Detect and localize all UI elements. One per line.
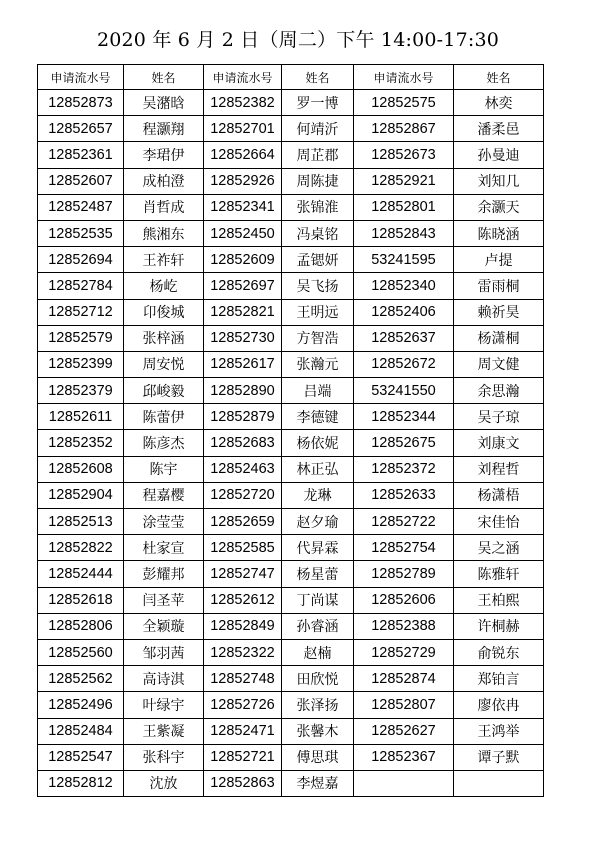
table-row: [38, 299, 544, 325]
table-row: [38, 116, 544, 142]
serial-number-cell: 12852487: [38, 194, 124, 220]
name-cell: 吴之涵: [454, 535, 544, 561]
table-row: [38, 378, 544, 404]
name-cell: 成柏澄: [124, 168, 204, 194]
serial-number-cell: 12852606: [354, 587, 454, 613]
serial-number-cell: 12852890: [204, 378, 282, 404]
name-cell: 陈彦杰: [124, 430, 204, 456]
header-serial-number: 申请流水号: [38, 65, 124, 90]
serial-number-cell: 12852340: [354, 273, 454, 299]
serial-number-cell: 12852382: [204, 90, 282, 116]
serial-number-cell: 12852388: [354, 613, 454, 639]
table-row: [38, 561, 544, 587]
header-serial-number: 申请流水号: [354, 65, 454, 90]
name-cell: 张科宇: [124, 744, 204, 770]
table-row: [38, 194, 544, 220]
serial-number-cell: 53241595: [354, 247, 454, 273]
serial-number-cell: 12852608: [38, 456, 124, 482]
name-cell: 冯桌铭: [282, 220, 354, 246]
name-cell: 杨星蕾: [282, 561, 354, 587]
serial-number-cell: 12852659: [204, 509, 282, 535]
table-row: [38, 535, 544, 561]
serial-number-cell: 12852612: [204, 587, 282, 613]
name-cell: 张馨木: [282, 718, 354, 744]
table-row: [38, 509, 544, 535]
serial-number-cell: 12852822: [38, 535, 124, 561]
name-cell: 叶绿宇: [124, 692, 204, 718]
serial-number-cell: 12852657: [38, 116, 124, 142]
name-cell: 余思瀚: [454, 378, 544, 404]
serial-number-cell: 12852801: [354, 194, 454, 220]
serial-number-cell: 12852812: [38, 770, 124, 796]
name-cell: 杨依妮: [282, 430, 354, 456]
table-row: [38, 247, 544, 273]
serial-number-cell: 12852562: [38, 666, 124, 692]
serial-number-cell: 53241550: [354, 378, 454, 404]
serial-number-cell: 12852747: [204, 561, 282, 587]
serial-number-cell: 12852547: [38, 744, 124, 770]
serial-number-cell: 12852627: [354, 718, 454, 744]
serial-number-cell: 12852879: [204, 404, 282, 430]
serial-number-cell: 12852344: [354, 404, 454, 430]
serial-number-cell: 12852496: [38, 692, 124, 718]
name-cell: 卬俊城: [124, 299, 204, 325]
serial-number-cell: 12852673: [354, 142, 454, 168]
serial-number-cell: 12852867: [354, 116, 454, 142]
name-cell: 张瀚元: [282, 351, 354, 377]
name-cell: 杨屹: [124, 273, 204, 299]
name-cell: 王鸿举: [454, 718, 544, 744]
name-cell: 潘柔邑: [454, 116, 544, 142]
table-body: [38, 90, 544, 797]
serial-number-cell: 12852726: [204, 692, 282, 718]
table-row: [38, 142, 544, 168]
header-name: 姓名: [454, 65, 544, 90]
table-header: [38, 65, 544, 90]
name-cell: 廖依冉: [454, 692, 544, 718]
name-cell: 陈晓涵: [454, 220, 544, 246]
serial-number-cell: 12852618: [38, 587, 124, 613]
serial-number-cell: 12852694: [38, 247, 124, 273]
serial-number-cell: 12852873: [38, 90, 124, 116]
name-cell: 孙曼迪: [454, 142, 544, 168]
serial-number-cell: 12852874: [354, 666, 454, 692]
name-cell: 闫圣苹: [124, 587, 204, 613]
name-cell: 李珺伊: [124, 142, 204, 168]
table-row: [38, 770, 544, 796]
name-cell: 王紫凝: [124, 718, 204, 744]
table-row: [38, 273, 544, 299]
name-cell: 刘康文: [454, 430, 544, 456]
serial-number-cell: 12852609: [204, 247, 282, 273]
name-cell: 赵楠: [282, 639, 354, 665]
serial-number-cell: 12852863: [204, 770, 282, 796]
serial-number-cell: 12852406: [354, 299, 454, 325]
serial-number-cell: [354, 770, 454, 796]
name-cell: 雷雨桐: [454, 273, 544, 299]
table-row: [38, 430, 544, 456]
serial-number-cell: 12852664: [204, 142, 282, 168]
serial-number-cell: 12852352: [38, 430, 124, 456]
name-cell: 陈宇: [124, 456, 204, 482]
table-row: [38, 744, 544, 770]
serial-number-cell: 12852513: [38, 509, 124, 535]
name-cell: 邱峻毅: [124, 378, 204, 404]
table-row: [38, 325, 544, 351]
name-cell: 赵夕瑜: [282, 509, 354, 535]
serial-number-cell: 12852683: [204, 430, 282, 456]
serial-number-cell: 12852560: [38, 639, 124, 665]
name-cell: 田欣悦: [282, 666, 354, 692]
name-cell: 程嘉樱: [124, 482, 204, 508]
name-cell: 周芷郡: [282, 142, 354, 168]
name-cell: 刘程哲: [454, 456, 544, 482]
serial-number-cell: 12852729: [354, 639, 454, 665]
name-cell: 陈蕾伊: [124, 404, 204, 430]
table-row: [38, 220, 544, 246]
serial-number-cell: 12852579: [38, 325, 124, 351]
page-title: 2020 年 6 月 2 日（周二）下午 14:00-17:30: [96, 29, 500, 51]
table-row: [38, 90, 544, 116]
serial-number-cell: 12852721: [204, 744, 282, 770]
serial-number-cell: 12852748: [204, 666, 282, 692]
table-row: [38, 351, 544, 377]
roster-table: [37, 64, 544, 797]
serial-number-cell: 12852361: [38, 142, 124, 168]
name-cell: 俞锐东: [454, 639, 544, 665]
name-cell: 肖哲成: [124, 194, 204, 220]
serial-number-cell: 12852322: [204, 639, 282, 665]
serial-number-cell: 12852372: [354, 456, 454, 482]
name-cell: 吕端: [282, 378, 354, 404]
serial-number-cell: 12852672: [354, 351, 454, 377]
serial-number-cell: 12852921: [354, 168, 454, 194]
serial-number-cell: 12852611: [38, 404, 124, 430]
name-cell: 宋佳怡: [454, 509, 544, 535]
name-cell: 林正弘: [282, 456, 354, 482]
header-name: 姓名: [282, 65, 354, 90]
name-cell: 陈雅轩: [454, 561, 544, 587]
name-cell: 罗一博: [282, 90, 354, 116]
name-cell: 吴子琼: [454, 404, 544, 430]
name-cell: 何靖沂: [282, 116, 354, 142]
name-cell: 邹羽茜: [124, 639, 204, 665]
name-cell: 吴飞扬: [282, 273, 354, 299]
name-cell: 方智浩: [282, 325, 354, 351]
name-cell: 许桐赫: [454, 613, 544, 639]
table-row: [38, 666, 544, 692]
name-cell: 程灏翔: [124, 116, 204, 142]
serial-number-cell: 12852722: [354, 509, 454, 535]
serial-number-cell: 12852399: [38, 351, 124, 377]
serial-number-cell: 12852789: [354, 561, 454, 587]
header-serial-number: 申请流水号: [204, 65, 282, 90]
table-row: [38, 639, 544, 665]
serial-number-cell: 12852720: [204, 482, 282, 508]
serial-number-cell: 12852585: [204, 535, 282, 561]
name-cell: [454, 770, 544, 796]
name-cell: 刘知几: [454, 168, 544, 194]
serial-number-cell: 12852341: [204, 194, 282, 220]
serial-number-cell: 12852904: [38, 482, 124, 508]
name-cell: 赖祈昊: [454, 299, 544, 325]
serial-number-cell: 12852617: [204, 351, 282, 377]
name-cell: 吴潴晗: [124, 90, 204, 116]
serial-number-cell: 12852450: [204, 220, 282, 246]
serial-number-cell: 12852471: [204, 718, 282, 744]
serial-number-cell: 12852712: [38, 299, 124, 325]
name-cell: 涂莹莹: [124, 509, 204, 535]
serial-number-cell: 12852633: [354, 482, 454, 508]
serial-number-cell: 12852784: [38, 273, 124, 299]
serial-number-cell: 12852484: [38, 718, 124, 744]
table-row: [38, 692, 544, 718]
name-cell: 代昇霖: [282, 535, 354, 561]
name-cell: 周陈捷: [282, 168, 354, 194]
serial-number-cell: 12852926: [204, 168, 282, 194]
name-cell: 谭子默: [454, 744, 544, 770]
serial-number-cell: 12852367: [354, 744, 454, 770]
serial-number-cell: 12852806: [38, 613, 124, 639]
name-cell: 龙琳: [282, 482, 354, 508]
name-cell: 郑铂言: [454, 666, 544, 692]
serial-number-cell: 12852637: [354, 325, 454, 351]
table-row: [38, 456, 544, 482]
name-cell: 余灏天: [454, 194, 544, 220]
name-cell: 王祚轩: [124, 247, 204, 273]
name-cell: 李煜嘉: [282, 770, 354, 796]
table-row: [38, 404, 544, 430]
name-cell: 全颖璇: [124, 613, 204, 639]
name-cell: 丁尚谋: [282, 587, 354, 613]
name-cell: 傅思琪: [282, 744, 354, 770]
serial-number-cell: 12852807: [354, 692, 454, 718]
name-cell: 卢提: [454, 247, 544, 273]
serial-number-cell: 12852849: [204, 613, 282, 639]
name-cell: 杨潇桐: [454, 325, 544, 351]
serial-number-cell: 12852535: [38, 220, 124, 246]
name-cell: 孟锶妍: [282, 247, 354, 273]
serial-number-cell: 12852730: [204, 325, 282, 351]
name-cell: 杨潇梧: [454, 482, 544, 508]
name-cell: 王柏熙: [454, 587, 544, 613]
name-cell: 王明远: [282, 299, 354, 325]
name-cell: 孙睿涵: [282, 613, 354, 639]
name-cell: 沈放: [124, 770, 204, 796]
table-row: [38, 718, 544, 744]
serial-number-cell: 12852697: [204, 273, 282, 299]
serial-number-cell: 12852607: [38, 168, 124, 194]
serial-number-cell: 12852379: [38, 378, 124, 404]
table-row: [38, 482, 544, 508]
name-cell: 李德键: [282, 404, 354, 430]
name-cell: 张锦淮: [282, 194, 354, 220]
table-row: [38, 613, 544, 639]
name-cell: 熊湘东: [124, 220, 204, 246]
name-cell: 周文健: [454, 351, 544, 377]
serial-number-cell: 12852444: [38, 561, 124, 587]
name-cell: 周安悦: [124, 351, 204, 377]
name-cell: 林奕: [454, 90, 544, 116]
name-cell: 杜家宣: [124, 535, 204, 561]
serial-number-cell: 12852675: [354, 430, 454, 456]
name-cell: 张梓涵: [124, 325, 204, 351]
name-cell: 彭耀邦: [124, 561, 204, 587]
name-cell: 高诗淇: [124, 666, 204, 692]
serial-number-cell: 12852821: [204, 299, 282, 325]
table-row: [38, 168, 544, 194]
serial-number-cell: 12852754: [354, 535, 454, 561]
serial-number-cell: 12852843: [354, 220, 454, 246]
name-cell: 张泽扬: [282, 692, 354, 718]
header-row: [38, 65, 544, 90]
header-name: 姓名: [124, 65, 204, 90]
table-row: [38, 587, 544, 613]
serial-number-cell: 12852463: [204, 456, 282, 482]
serial-number-cell: 12852575: [354, 90, 454, 116]
serial-number-cell: 12852701: [204, 116, 282, 142]
